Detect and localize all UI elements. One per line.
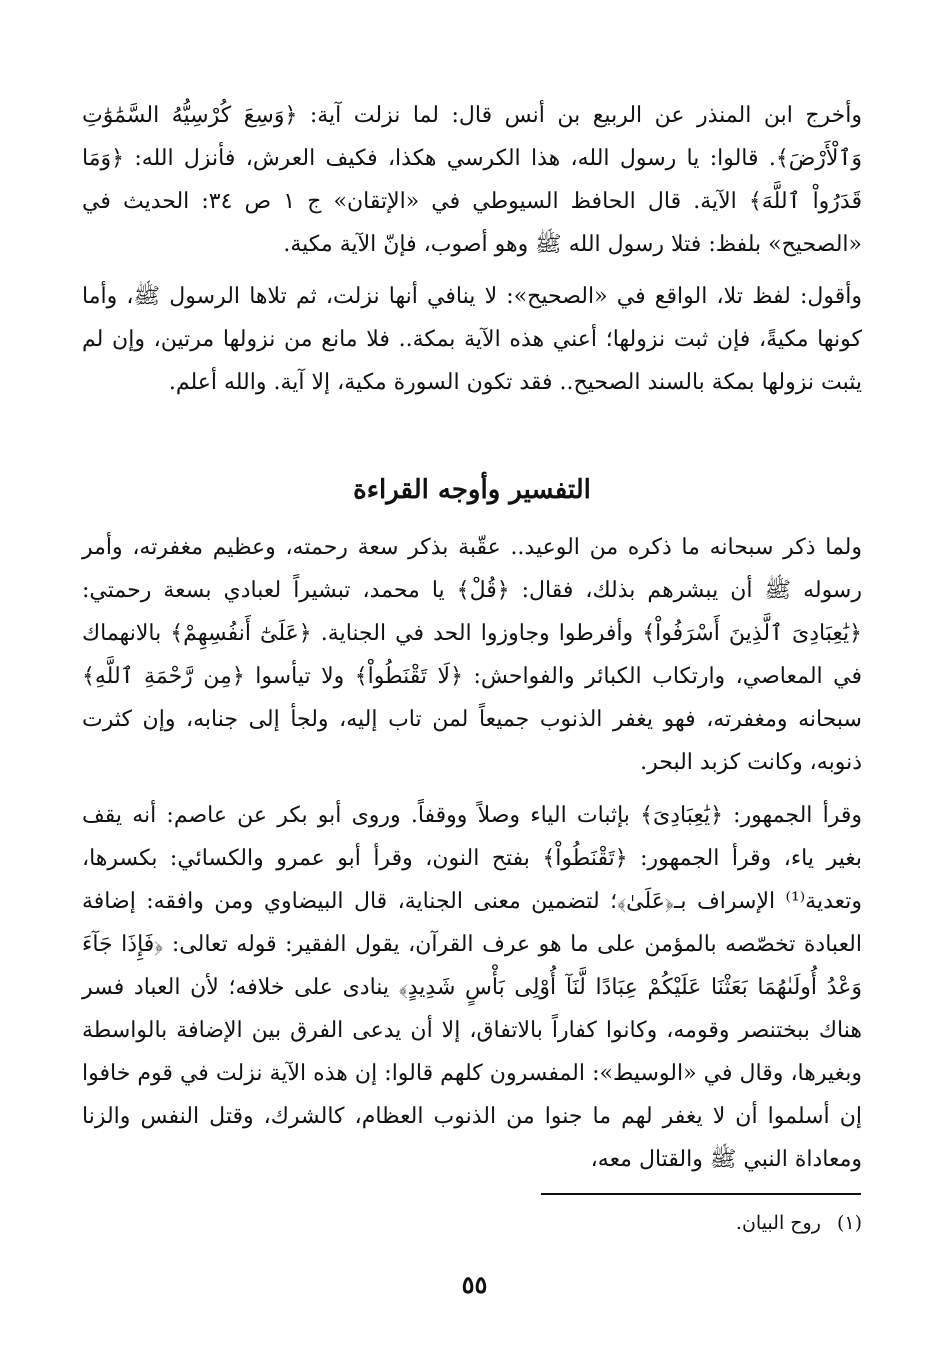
footnote-text: روح البيان. bbox=[735, 1212, 821, 1234]
section-heading: التفسير وأوجه القراءة bbox=[353, 475, 591, 505]
footnote-number: (١) bbox=[836, 1212, 862, 1234]
paragraph-readings: وقرأ الجمهور: ﴿يَٰعِبَادِىَ﴾ بإثبات الياء وصلاً ووقفاً. وروى أبو بكر عن عاصم: أنه يقف بغير ياء، وقرأ الجمهور: ﴿تَقْنَطُواْ﴾ بفتح النون، وقرأ أبو عمرو والكسائي: بكسرها، وتعدية⁽¹⁾ الإسراف بـ﴿عَلَىٰ﴾؛ لتضمين معنى الجناية، قال البيضاوي ومن وافقه: إضافة العبادة تخصّصه بالمؤمن على ما هو عرف القرآن، يقول الفقير: قوله تعالى: ﴿فَإِذَا جَآءَ وَعْدُ أُولَىٰهُمَا بَعَثْنَا عَلَيْكُمْ عِبَادًا لَّنَآ أُوْلِى بَأْسٍ شَدِيدٍ﴾ ينادى على خلافه؛ لأن العباد فسر هناك ببختنصر وقومه، وكانوا كفاراً بالاتفاق، إلا أن يدعى الفرق بين الإضافة بالواسطة وبغيرها، وقال في «الوسيط»: المفسرون كلهم قالوا: إن هذه الآية نزلت في قوم خافوا إن أسلموا أن لا يغفر لهم ما جنوا من الذنوب العظام، كالشرك، وقتل النفس والزنا ومعاداة النبي ﷺ والقتال معه، bbox=[82, 803, 862, 1172]
paragraph-tafsir: ولما ذكر سبحانه ما ذكره من الوعيد.. عقّبة بذكر سعة رحمته، وعظيم مغفرته، وأمر رسوله ﷺ أن يبشرهم بذلك، فقال: ﴿قُلْ﴾ يا محمد، تبشيراً لعبادي بسعة رحمتي: ﴿يَٰعِبَادِىَ ٱلَّذِينَ أَسْرَفُواْ﴾ وأفرطوا وجاوزوا الحد في الجناية. ﴿عَلَىٰٓ أَنفُسِهِمْ﴾ بالانهماك في المعاصي، وارتكاب الكبائر والفواحش: ﴿لَا تَقْنَطُواْ﴾ ولا تيأسوا ﴿مِن رَّحْمَةِ ٱللَّهِ﴾ سبحانه ومغفرته، فهو يغفر الذنوب جميعاً لمن تاب إليه، ولجأ إلى جنابه، وإن كثرت ذنوبه، وكانت كزبد البحر. bbox=[82, 535, 862, 775]
page-number: ٥٥ bbox=[461, 1270, 488, 1299]
paragraph-author-comment: وأقول: لفظ تلا، الواقع في «الصحيح»: لا ينافي أنها نزلت، ثم تلاها الرسول ﷺ، وأما كونها مكيةً، فإن ثبت نزولها؛ أعني هذه الآية بمكة.. فلا مانع من نزولها مرتين، وإن لم يثبت نزولها بمكة بالسند الصحيح.. فقد تكون السورة مكية، إلا آية. والله أعلم. bbox=[82, 284, 862, 395]
paragraph-ibn-almundhir-report: وأخرج ابن المنذر عن الربيع بن أنس قال: لما نزلت آية: ﴿وَسِعَ كُرْسِيُّهُ السَّمَٰوَٰتِ وَٱلْأَرْضَ﴾. قالوا: يا رسول الله، هذا الكرسي هكذا، فكيف العرش، فأنزل الله: ﴿وَمَا قَدَرُواْ ٱللَّهَ﴾ الآية. قال الحافظ السيوطي في «الإتقان» ج ١ ص ٣٤: الحديث في «الصحيح» بلفظ: فتلا رسول الله ﷺ وهو أصوب، فإنّ الآية مكية. bbox=[82, 103, 862, 257]
footnote-separator bbox=[541, 1193, 861, 1195]
footnote bbox=[82, 1208, 862, 1238]
